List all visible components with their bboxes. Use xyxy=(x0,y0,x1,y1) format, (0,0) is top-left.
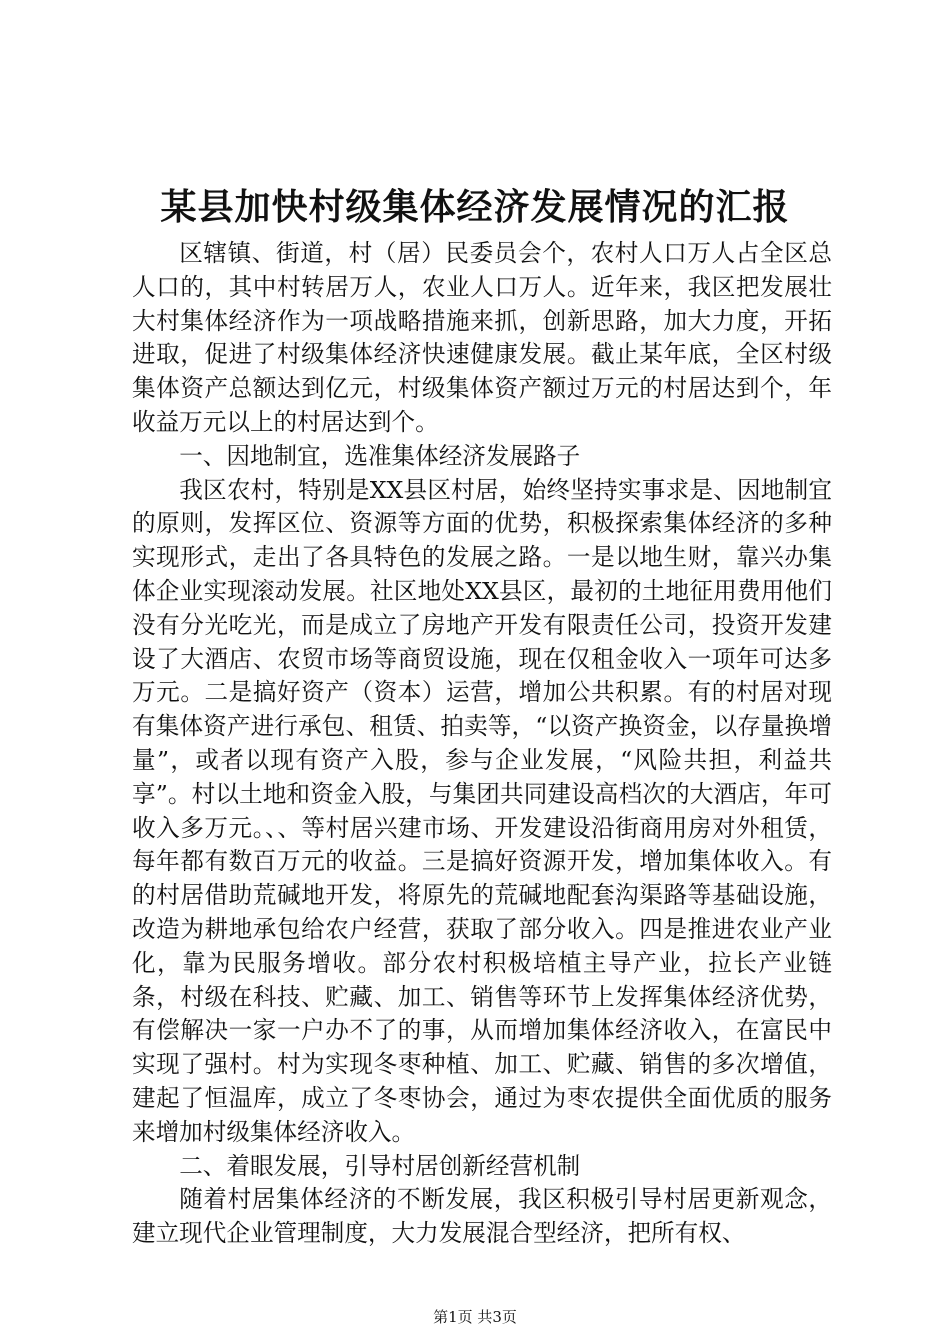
section-heading-2: 二、着眼发展，引导村居创新经营机制 xyxy=(179,1151,581,1180)
page-footer: 第1页 共3页 xyxy=(433,1308,517,1326)
paragraph-section-2: 随着村居集体经济的不断发展，我区积极引导村居更新观念，建立现代企业管理制度，大力发展混合型经济，把所有权、 xyxy=(132,1185,832,1248)
document-title: 某县加快村级集体经济发展情况的汇报 xyxy=(160,186,790,228)
paragraph-section-1: 我区农村，特别是XX县区村居，始终坚持实事求是、因地制宜的原则，发挥区位、资源等方面的优势，积极探索集体经济的多种实现形式，走出了各具特色的发展之路。一是以地生财，靠兴办集体企业实现滚动发展。社区地处XX县区，最初的土地征用费用他们没有分光吃光，而是成立了房地产开发有限责任公司，投资开发建设了大酒店、农贸市场等商贸设施，现在仅租金收入一项年可达多万元。二是搞好资产（资本）运营，增加公共积累。有的村居对现有集体资产进行承包、租赁、拍卖等，“以资产换资金，以存量换增量”，或者以现有资产入股，参与企业发展，“风险共担，利益共享”。村以土地和资金入股，与集团共同建设高档次的大酒店，年可收入多万元。、、等村居兴建市场、开发建设沿街商用房对外租赁，每年都有数百万元的收益。三是搞好资源开发，增加集体收入。有的村居借助荒碱地开发，将原先的荒碱地配套沟渠路等基础设施，改造为耕地承包给农户经营，获取了部分收入。四是推进农业产业化，靠为民服务增收。部分农村积极培植主导产业，拉长产业链条，村级在科技、贮藏、加工、销售等环节上发挥集体经济优势，有偿解决一家一户办不了的事，从而增加集体经济收入，在富民中实现了强村。村为实现冬枣种植、加工、贮藏、销售的多次增值，建起了恒温库，成立了冬枣协会，通过为枣农提供全面优质的服务来增加村级集体经济收入。 xyxy=(132,475,832,1146)
paragraph-intro: 区辖镇、街道，村（居）民委员会个，农村人口万人占全区总人口的，其中村转居万人，农业人口万人。近年来，我区把发展壮大村集体经济作为一项战略措施来抓，创新思路，加大力度，开拓进取，促进了村级集体经济快速健康发展。截止某年底，全区村级集体资产总额达到亿元，村级集体资产额过万元的村居达到个，年收益万元以上的村居达到个。 xyxy=(132,239,832,436)
document-body xyxy=(132,237,832,1251)
section-heading-1: 一、因地制宜，选准集体经济发展路子 xyxy=(179,441,581,470)
